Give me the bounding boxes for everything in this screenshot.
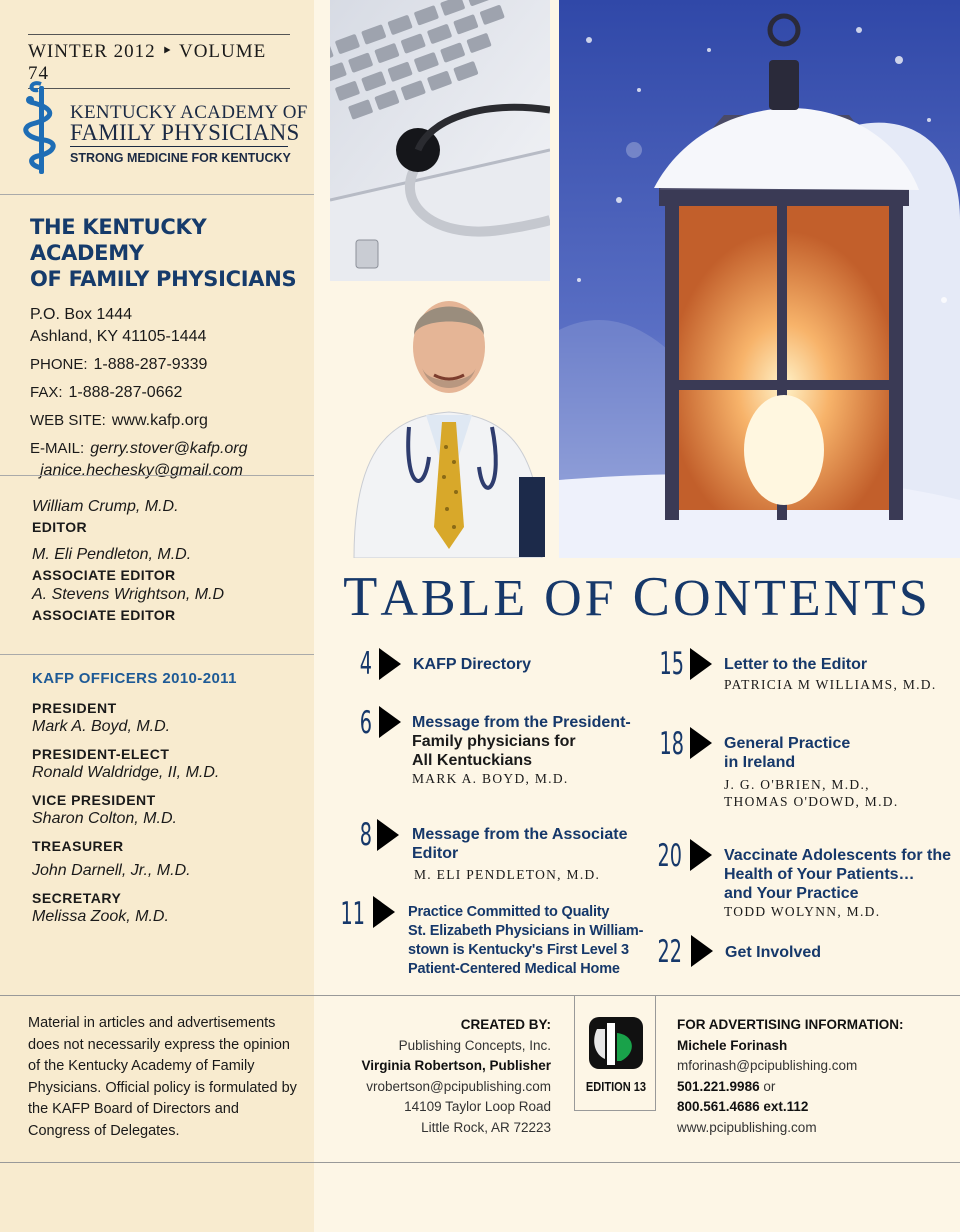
toc-heading: Message from the President- (412, 714, 631, 731)
toc-heading: Get Involved (725, 944, 822, 961)
editors-block (32, 497, 302, 625)
email-label: E-MAIL: (30, 440, 85, 457)
toc-heading: in Ireland (724, 754, 796, 771)
email-row (30, 438, 305, 460)
editor-name: William Crump, M.D. (32, 498, 179, 515)
toc-entry-text (724, 846, 951, 920)
toc-page-number: 11 (340, 896, 365, 932)
toc-author: PATRICIA M WILLIAMS, M.D. (724, 677, 937, 692)
ad-phone-1[interactable]: 501.221.9986 (677, 1078, 760, 1094)
email-link-1[interactable]: gerry.stover@kafp.org (90, 440, 248, 457)
publisher-company: Publishing Concepts, Inc. (398, 1037, 551, 1053)
doctor-photo (314, 287, 550, 558)
officers-block (32, 670, 302, 935)
org-title-line-2: OF FAMILY PHYSICIANS (30, 267, 297, 291)
officer-name: Ronald Waldridge, II, M.D. (32, 764, 220, 781)
arrow-right-icon (377, 819, 399, 851)
toc-author: J. G. O'BRIEN, M.D., (724, 777, 870, 792)
toc-entry-text (412, 713, 631, 787)
footer-rule (0, 1162, 960, 1163)
ad-contact-email[interactable]: mforinash@pcipublishing.com (677, 1058, 858, 1073)
toc-title-initial: C (632, 566, 673, 628)
toc-heading: Vaccinate Adolescents for the (724, 847, 952, 864)
toc-heading: Patient-Centered Medical Home (408, 961, 620, 977)
address-line-2: Ashland, KY 41105-1444 (30, 328, 207, 345)
divider (0, 194, 314, 195)
officer-name: Sharon Colton, M.D. (32, 810, 177, 827)
footer-rule (0, 995, 960, 996)
officer-name: John Darnell, Jr., M.D. (32, 862, 191, 879)
logo-tagline: STRONG MEDICINE FOR KENTUCKY (70, 151, 291, 165)
email-row-2 (30, 460, 305, 482)
phone-value: 1-888-287-9339 (93, 356, 208, 373)
toc-heading: Message from the Associate (412, 826, 628, 843)
org-block (30, 214, 305, 482)
logo-line-1: KENTUCKY ACADEMY OF (70, 102, 308, 123)
issue-line: WINTER 2012 ‣ VOLUME 74 (28, 34, 290, 89)
arrow-right-icon (373, 896, 395, 928)
pci-logo-icon (587, 1015, 645, 1071)
toc-entry-text (724, 734, 899, 810)
editor-name: A. Stevens Wrightson, M.D (32, 586, 225, 603)
toc-heading: All Kentuckians (412, 752, 533, 769)
toc-title-part: ABLE OF (380, 570, 633, 627)
toc-entry-text (724, 655, 937, 693)
toc-entry-text (412, 825, 627, 883)
toc-page-number: 22 (657, 934, 682, 970)
toc-author: MARK A. BOYD, M.D. (412, 771, 569, 786)
web-link[interactable]: www.kafp.org (111, 412, 208, 429)
arrow-right-icon (690, 648, 712, 680)
publisher-address-2: Little Rock, AR 72223 (421, 1119, 551, 1135)
officer-name: Mark A. Boyd, M.D. (32, 718, 171, 735)
web-label: WEB SITE: (30, 412, 106, 429)
toc-entry-text (725, 943, 821, 962)
kafp-logo (22, 78, 308, 178)
editor-role: ASSOCIATE EDITOR (32, 607, 176, 623)
officer-name: Melissa Zook, M.D. (32, 908, 169, 925)
fax-row (30, 382, 305, 404)
winter-lantern-photo (559, 0, 960, 558)
org-title (30, 214, 305, 292)
officers-title: KAFP OFFICERS 2010-2011 (32, 670, 237, 687)
created-by-title: CREATED BY: (460, 1017, 551, 1032)
org-title-line-1: THE KENTUCKY ACADEMY (30, 215, 207, 265)
toc-page-number: 18 (659, 726, 684, 762)
web-row (30, 410, 305, 432)
arrow-right-icon (691, 935, 713, 967)
advertising-block (677, 1015, 947, 1138)
officer-role: PRESIDENT-ELECT (32, 746, 170, 762)
toc-page-number: 20 (657, 838, 682, 874)
ad-contact-name: Michele Forinash (677, 1037, 788, 1053)
arrow-right-icon (379, 706, 401, 738)
ad-website[interactable]: www.pcipublishing.com (677, 1119, 817, 1135)
arrow-right-icon (690, 839, 712, 871)
toc-page-number: 8 (359, 817, 372, 853)
publisher-address-1: 14109 Taylor Loop Road (404, 1099, 551, 1114)
toc-author: THOMAS O'DOWD, M.D. (724, 794, 899, 809)
toc-page-number: 4 (359, 646, 372, 682)
caduceus-icon (22, 78, 62, 178)
toc-heading: Practice Committed to Quality (408, 904, 610, 920)
officer-role: SECRETARY (32, 890, 122, 906)
divider (0, 654, 314, 655)
ad-or: or (759, 1078, 776, 1094)
editor-role: EDITOR (32, 519, 88, 535)
arrow-right-icon (690, 727, 712, 759)
officer-role: VICE PRESIDENT (32, 792, 156, 808)
editor-role: ASSOCIATE EDITOR (32, 567, 176, 583)
address-line-1: P.O. Box 1444 (30, 306, 132, 323)
toc-heading: and Your Practice (724, 885, 859, 902)
phone-label: PHONE: (30, 356, 88, 373)
toc-heading: Health of Your Patients… (724, 866, 915, 883)
toc-heading: St. Elizabeth Physicians in William- (408, 923, 644, 939)
toc-page-number: 6 (359, 705, 372, 741)
created-by-block (330, 1015, 551, 1138)
toc-heading: Editor (412, 845, 459, 862)
officer-role: TREASURER (32, 838, 124, 854)
laptop-stethoscope-photo (330, 0, 550, 281)
toc-author: M. ELI PENDLETON, M.D. (414, 867, 601, 882)
advertising-title: FOR ADVERTISING INFORMATION: (677, 1017, 904, 1032)
email-link-2[interactable]: janice.hechesky@gmail.com (40, 462, 243, 479)
toc-heading: Family physicians for (412, 733, 576, 750)
phone-row (30, 354, 305, 376)
toc-entry-text (413, 655, 531, 674)
toc-heading: General Practice (724, 735, 851, 752)
toc-title (314, 565, 960, 629)
toc-page-number: 15 (659, 646, 684, 682)
divider (0, 475, 314, 476)
arrow-right-icon (379, 648, 401, 680)
publisher-email[interactable]: vrobertson@pcipublishing.com (366, 1078, 551, 1094)
fax-label: FAX: (30, 384, 63, 401)
toc-title-initial: T (343, 566, 381, 628)
toc-heading: Letter to the Editor (724, 656, 868, 673)
toc-author: TODD WOLYNN, M.D. (724, 904, 881, 919)
publisher-name: Virginia Robertson, Publisher (361, 1058, 551, 1073)
toc-entry-text (408, 903, 643, 979)
toc-heading: KAFP Directory (413, 656, 531, 673)
logo-line-2: FAMILY PHYSICIANS (70, 120, 300, 145)
logo-rule (70, 146, 288, 147)
toc-title-part: ONTENTS (672, 570, 931, 627)
toc-heading: stown is Kentucky's First Level 3 (408, 942, 629, 958)
fax-value: 1-888-287-0662 (68, 384, 183, 401)
disclaimer-text: Material in articles and advertisements does not necessarily express the opinion of the Kentucky Academy of Family Physicians. Official policy is formulated by the KAFP Board of Directors and Congress of Delegates. (28, 1015, 297, 1139)
editor-name: M. Eli Pendleton, M.D. (32, 546, 192, 563)
edition-label: EDITION 13 (585, 1079, 647, 1094)
edition-badge (574, 995, 656, 1111)
ad-phone-2[interactable]: 800.561.4686 ext.112 (677, 1099, 809, 1114)
officer-role: PRESIDENT (32, 700, 117, 716)
